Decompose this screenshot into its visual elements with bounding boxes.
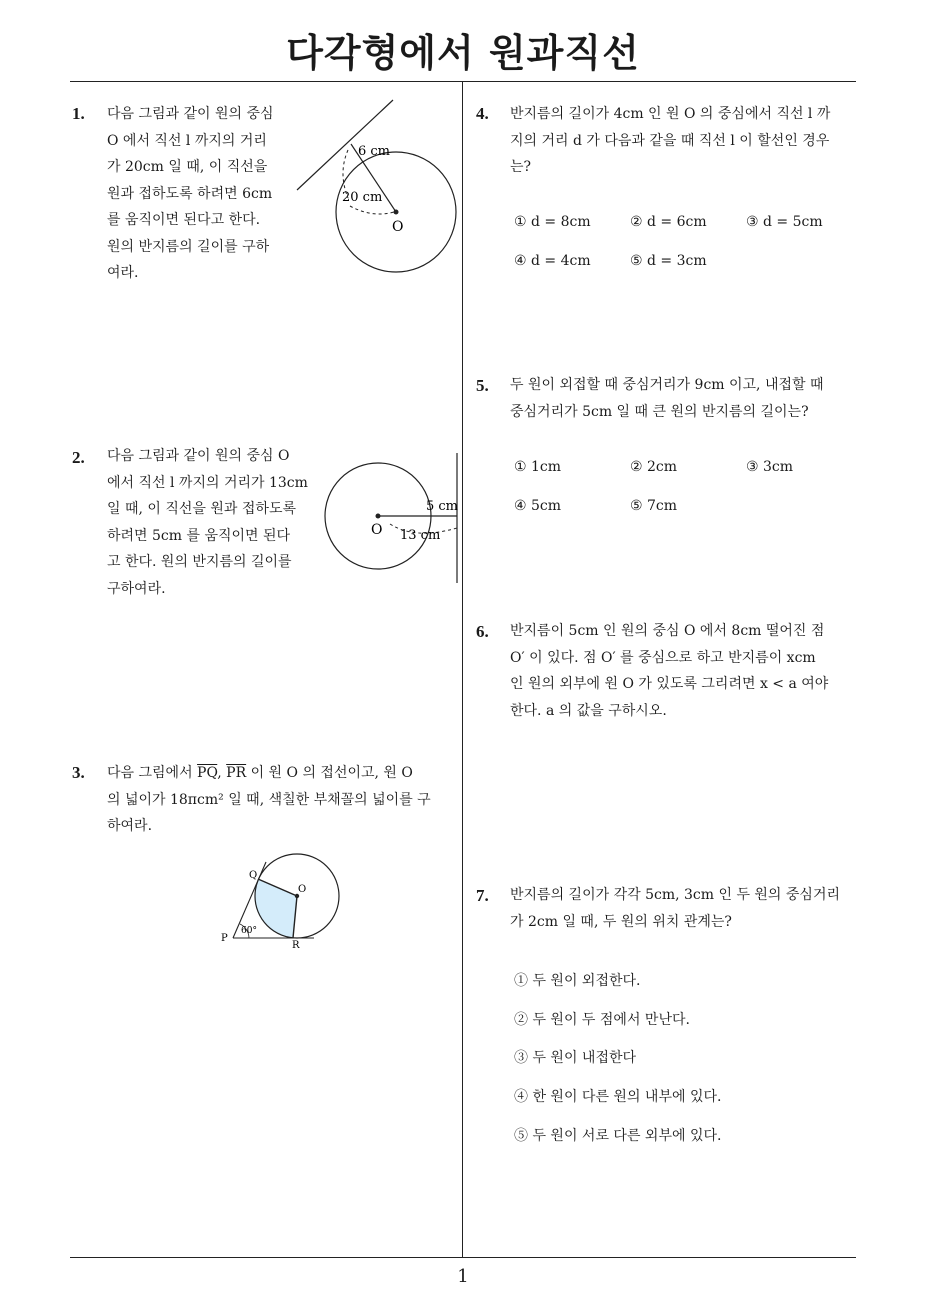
question-5-option-3[interactable]: ③ 3cm [746, 459, 794, 475]
question-1-line: 원의 반지름의 길이를 구하 [107, 238, 270, 255]
question-3-line: 하여라. [107, 818, 153, 834]
question-2-figure [320, 450, 462, 590]
q2-center-dot [376, 514, 381, 519]
question-2-number: 2. [72, 448, 85, 467]
question-7-option-1[interactable]: ① 두 원이 외접한다. [514, 973, 641, 989]
question-4-text [510, 101, 865, 181]
question-3-text [107, 760, 457, 840]
question-7-number: 7. [476, 886, 489, 905]
question-3-line: 의 넓이가 18πcm² 일 때, 색칠한 부채꼴의 넓이를 구 [107, 791, 431, 808]
top-rule [70, 81, 856, 82]
question-3-number: 3. [72, 763, 85, 782]
question-7-option-5[interactable]: ⑤ 두 원이 서로 다른 외부에 있다. [514, 1128, 722, 1144]
question-2-line: 하려면 5cm 를 움직이면 된다 [107, 527, 291, 544]
q1-center-dot [394, 210, 399, 215]
q3-label-angle: 60° [241, 926, 257, 936]
question-1-figure [290, 98, 465, 278]
question-5-option-5[interactable]: ⑤ 7cm [630, 498, 678, 514]
question-7-line: 가 2cm 일 때, 두 원의 위치 관계는? [510, 913, 732, 930]
q3-label-o: O [298, 884, 307, 895]
question-4-number: 4. [476, 104, 489, 123]
question-4-option-4[interactable]: ④ d = 4cm [514, 253, 591, 269]
q3-label-q: Q [249, 870, 258, 881]
question-1-line: 를 움직이면 된다고 한다. [107, 212, 261, 228]
question-3-text-c: 이 원 O 의 접선이고, 원 O [246, 765, 413, 781]
question-6-number: 6. [476, 622, 489, 641]
question-4-line: 지의 거리 d 가 다음과 같을 때 직선 l 이 할선인 경우 [510, 132, 830, 149]
question-2-line: 고 한다. 원의 반지름의 길이를 [107, 554, 292, 570]
question-6-line: 인 원의 외부에 원 O 가 있도록 그리려면 x < a 여야 [510, 676, 829, 692]
question-7-option-3[interactable]: ③ 두 원이 내접한다 [514, 1050, 637, 1066]
q1-label-20cm: 20 cm [342, 190, 383, 205]
question-2-line: 일 때, 이 직선을 원과 접하도록 [107, 501, 296, 517]
q1-dashed-arc-2 [350, 206, 394, 214]
segment-pq: $\overline{PQ}$ [197, 765, 218, 781]
question-6-line: 반지름이 5cm 인 원의 중심 O 에서 8cm 떨어진 점 [510, 623, 825, 639]
q3-shaded-sector [254, 879, 297, 938]
question-5-option-4[interactable]: ④ 5cm [514, 498, 562, 514]
question-2-line: 구하여라. [107, 580, 166, 597]
page-number: 1 [457, 1266, 469, 1287]
question-4-line: 는? [510, 159, 532, 175]
q2-center-label: O [371, 522, 383, 538]
question-1-text [107, 101, 307, 287]
q3-label-r: R [292, 940, 300, 950]
bottom-rule [70, 1257, 856, 1258]
question-5-text [510, 372, 865, 425]
question-5-number: 5. [476, 376, 489, 395]
q3-label-p: P [221, 933, 228, 944]
question-1-line: 원과 접하도록 하려면 6cm [107, 185, 273, 202]
question-2-line: 다음 그림과 같이 원의 중심 O [107, 448, 290, 464]
question-2-text [107, 443, 317, 602]
segment-pr: $\overline{PR}$ [226, 765, 247, 781]
question-4-option-1[interactable]: ① d = 8cm [514, 214, 591, 230]
q2-label-5cm: 5 cm [426, 499, 459, 514]
question-4-line: 반지름의 길이가 4cm 인 원 O 의 중심에서 직선 l 까 [510, 106, 831, 122]
question-6-text [510, 618, 865, 724]
question-7-line: 반지름의 길이가 각각 5cm, 3cm 인 두 원의 중심거리 [510, 887, 841, 903]
question-4-option-3[interactable]: ③ d = 5cm [746, 214, 823, 230]
question-4-option-5[interactable]: ⑤ d = 3cm [630, 253, 707, 269]
question-1-line: 가 20cm 일 때, 이 직선을 [107, 159, 268, 175]
q1-center-label: O [392, 219, 404, 235]
q2-label-13cm: 13 cm [400, 528, 441, 543]
question-3-figure [218, 850, 358, 950]
question-1-line: 여라. [107, 265, 139, 281]
question-6-line: 한다. a 의 값을 구하시오. [510, 702, 667, 719]
question-1-number: 1. [72, 104, 85, 123]
question-7-option-2[interactable]: ② 두 원이 두 점에서 만난다. [514, 1012, 690, 1028]
question-1-line: 다음 그림과 같이 원의 중심 [107, 106, 274, 122]
question-2-line: 에서 직선 l 까지의 거리가 13cm [107, 474, 308, 491]
question-3-text-a: 다음 그림에서 [107, 765, 198, 781]
question-3-text-b: , [217, 765, 227, 781]
question-6-line: O′ 이 있다. 점 O′ 를 중심으로 하고 반지름이 xcm [510, 649, 816, 666]
question-5-option-1[interactable]: ① 1cm [514, 459, 562, 475]
q1-label-6cm: 6 cm [358, 144, 391, 159]
page-title: 다각형에서 원과직선 [286, 31, 640, 75]
question-3-line [107, 760, 457, 787]
question-4-option-2[interactable]: ② d = 6cm [630, 214, 707, 230]
question-5-option-2[interactable]: ② 2cm [630, 459, 678, 475]
question-7-option-4[interactable]: ④ 한 원이 다른 원의 내부에 있다. [514, 1089, 722, 1105]
question-5-line: 중심거리가 5cm 일 때 큰 원의 반지름의 길이는? [510, 403, 809, 420]
question-1-line: O 에서 직선 l 까지의 거리 [107, 132, 267, 149]
question-7-text [510, 882, 865, 935]
question-5-line: 두 원이 외접할 때 중심거리가 9cm 이고, 내접할 때 [510, 377, 824, 393]
